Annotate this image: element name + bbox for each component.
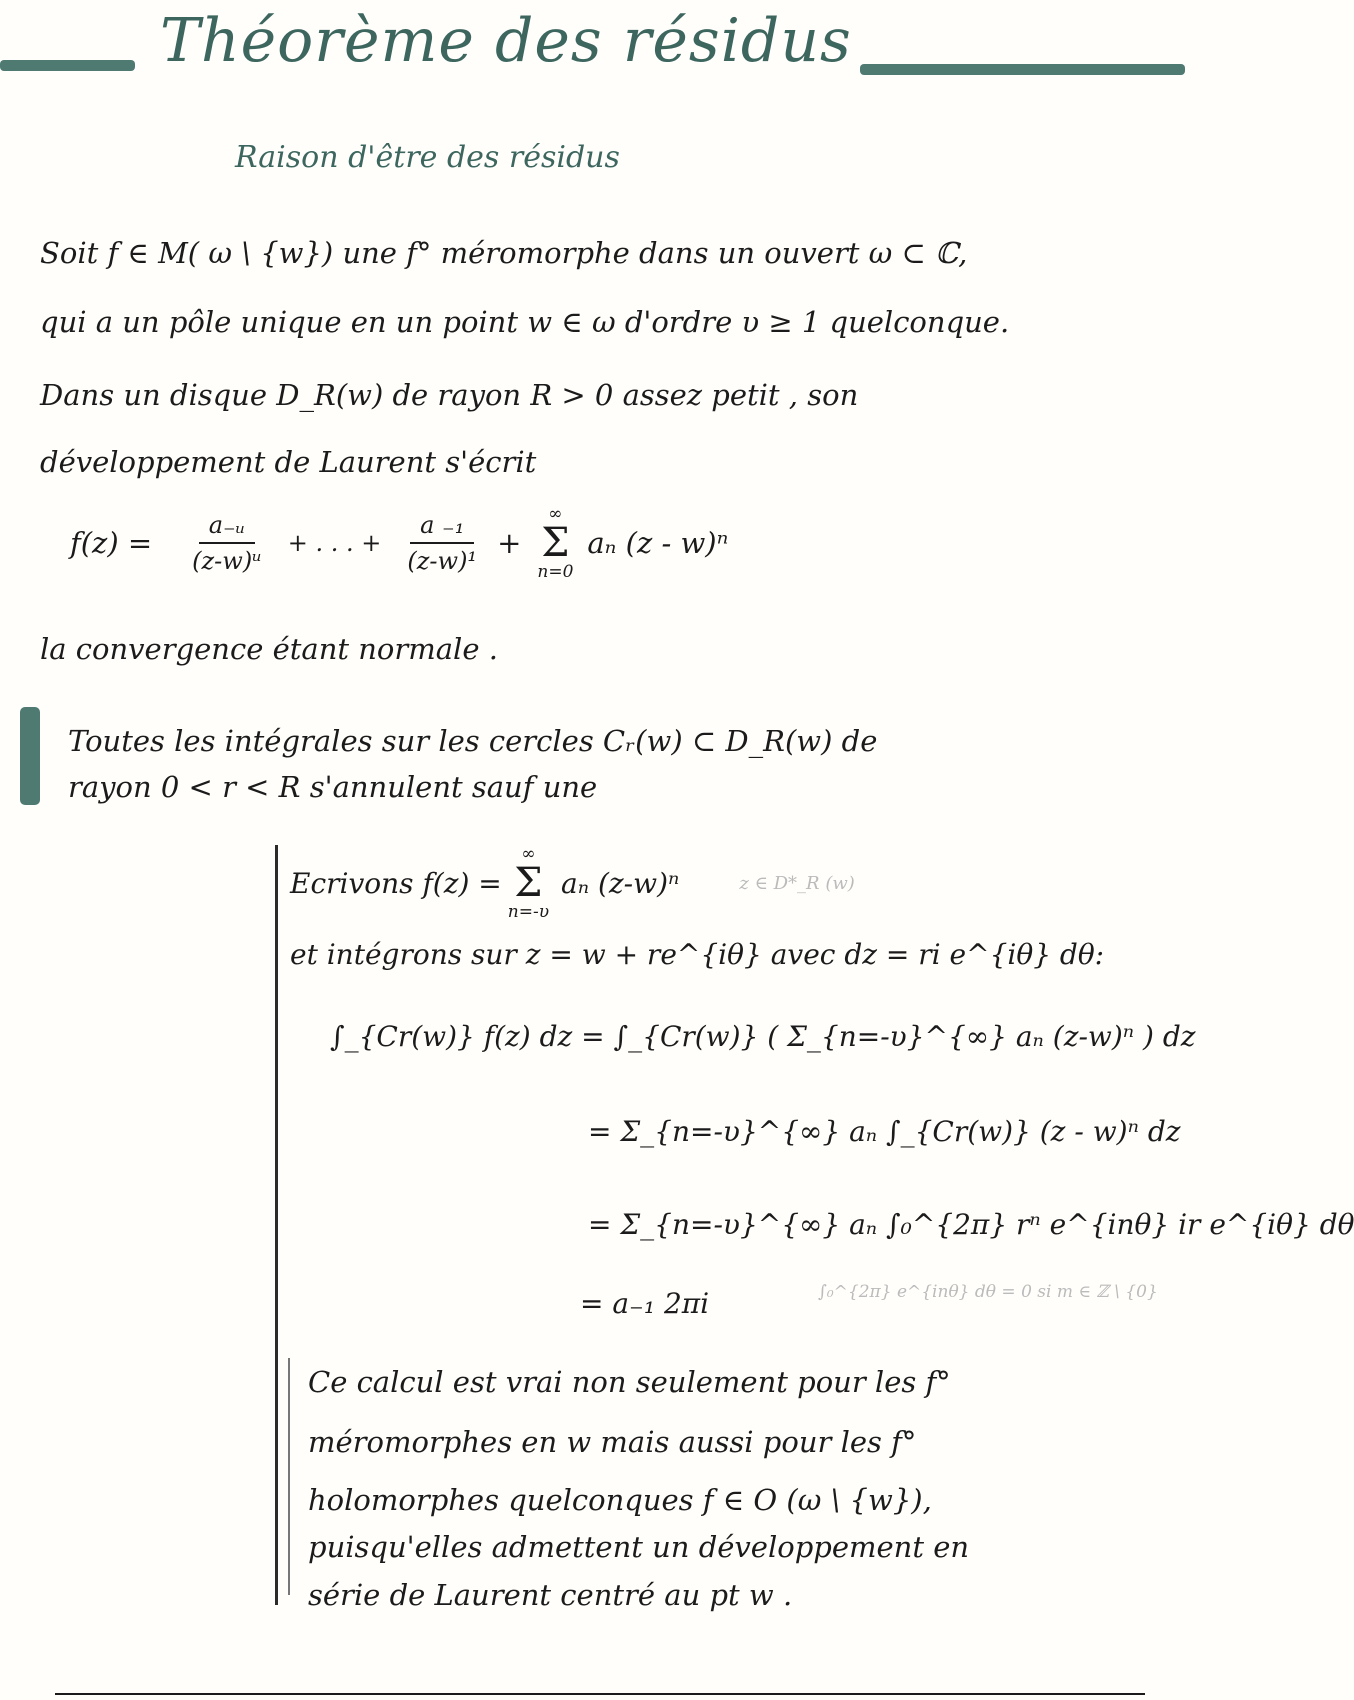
proof-eq-1: ∫_{Cr(w)} f(z) dz = ∫_{Cr(w)} ( Σ_{n=-υ}^{∞} aₙ (z-w)ⁿ ) dz: [330, 1020, 1196, 1053]
proof-line-1-sum-top: ∞: [521, 844, 536, 864]
page-subtitle: Raison d'être des résidus: [235, 140, 620, 175]
proof-line-1-sum-bot: n=-υ: [507, 902, 550, 922]
highlight-marker: [20, 707, 40, 805]
title-bar-right: [860, 64, 1185, 75]
convergence-text: la convergence étant normale .: [40, 632, 498, 666]
title-bar-left: [0, 60, 135, 71]
page-title: Théorème des résidus: [160, 6, 852, 76]
sigma-icon: Σ: [514, 860, 543, 906]
laurent-frac-2: [407, 511, 477, 575]
proof-eq-4: = a₋₁ 2πi: [580, 1287, 710, 1320]
proof-line-2: et intégrons sur z = w + re^{iθ} avec dz = ri e^{iθ} dθ:: [290, 938, 1105, 971]
bottom-rule: [55, 1693, 1145, 1695]
highlight-line-2: rayon 0 < r < R s'annulent sauf une: [68, 770, 598, 804]
highlight-line-1: Toutes les intégrales sur les cercles Cᵣ(w) ⊂ D_R(w) de: [68, 724, 878, 758]
laurent-frac-1-num: a₋ᵤ: [199, 511, 256, 544]
remark-line-5: série de Laurent centré au pt w .: [308, 1578, 793, 1612]
proof-eq-3: = Σ_{n=-υ}^{∞} aₙ ∫₀^{2π} rⁿ e^{inθ} ir e^{iθ} dθ: [588, 1208, 1354, 1241]
proof-line-1-term: aₙ (z-w)ⁿ: [561, 866, 680, 900]
laurent-sum-bot: n=0: [537, 562, 574, 582]
intro-line-2: qui a un pôle unique en un point w ∈ ω d'ordre υ ≥ 1 quelconque.: [40, 305, 1010, 339]
intro-line-3: Dans un disque D_R(w) de rayon R > 0 assez petit , son: [40, 378, 859, 412]
proof-line-1-text: Ecrivons f(z) =: [290, 866, 502, 900]
laurent-frac-1: [192, 511, 262, 575]
remark-line-3: holomorphes quelconques f ∈ O (ω \ {w}),: [308, 1483, 932, 1517]
laurent-sum-top: ∞: [548, 504, 563, 524]
proof-line-1-sum: [508, 845, 549, 921]
sigma-icon: Σ: [541, 520, 570, 566]
laurent-dots: + . . . +: [287, 529, 382, 557]
proof-line-1-note: z ∈ D*_R (w): [739, 872, 855, 894]
remark-vertical-rule: [288, 1358, 290, 1595]
laurent-plus: +: [497, 526, 522, 560]
laurent-frac-2-num: a ₋₁: [410, 511, 474, 544]
remark-line-2: méromorphes en w mais aussi pour les f°: [308, 1425, 917, 1459]
remark-line-4: puisqu'elles admettent un développement en: [308, 1530, 970, 1564]
laurent-frac-1-den: (z-w)ᵘ: [192, 547, 262, 575]
intro-line-4: développement de Laurent s'écrit: [40, 445, 537, 479]
laurent-frac-2-den: (z-w)¹: [407, 547, 478, 575]
laurent-sum-term: aₙ (z - w)ⁿ: [587, 526, 729, 560]
proof-line-1: [290, 845, 855, 921]
remark-line-1: Ce calcul est vrai non seulement pour les f°: [308, 1365, 951, 1399]
proof-eq-4-note: ∫₀^{2π} e^{inθ} dθ = 0 si m ∈ ℤ \ {0}: [818, 1282, 1158, 1302]
proof-vertical-rule: [275, 845, 278, 1605]
laurent-formula: [70, 505, 728, 581]
laurent-lhs: f(z) =: [70, 526, 153, 560]
proof-eq-2: = Σ_{n=-υ}^{∞} aₙ ∫_{Cr(w)} (z - w)ⁿ dz: [588, 1115, 1181, 1148]
laurent-sum: [537, 505, 573, 581]
intro-line-1: Soit f ∈ M( ω \ {w}) une f° méromorphe dans un ouvert ω ⊂ ℂ,: [40, 236, 968, 270]
